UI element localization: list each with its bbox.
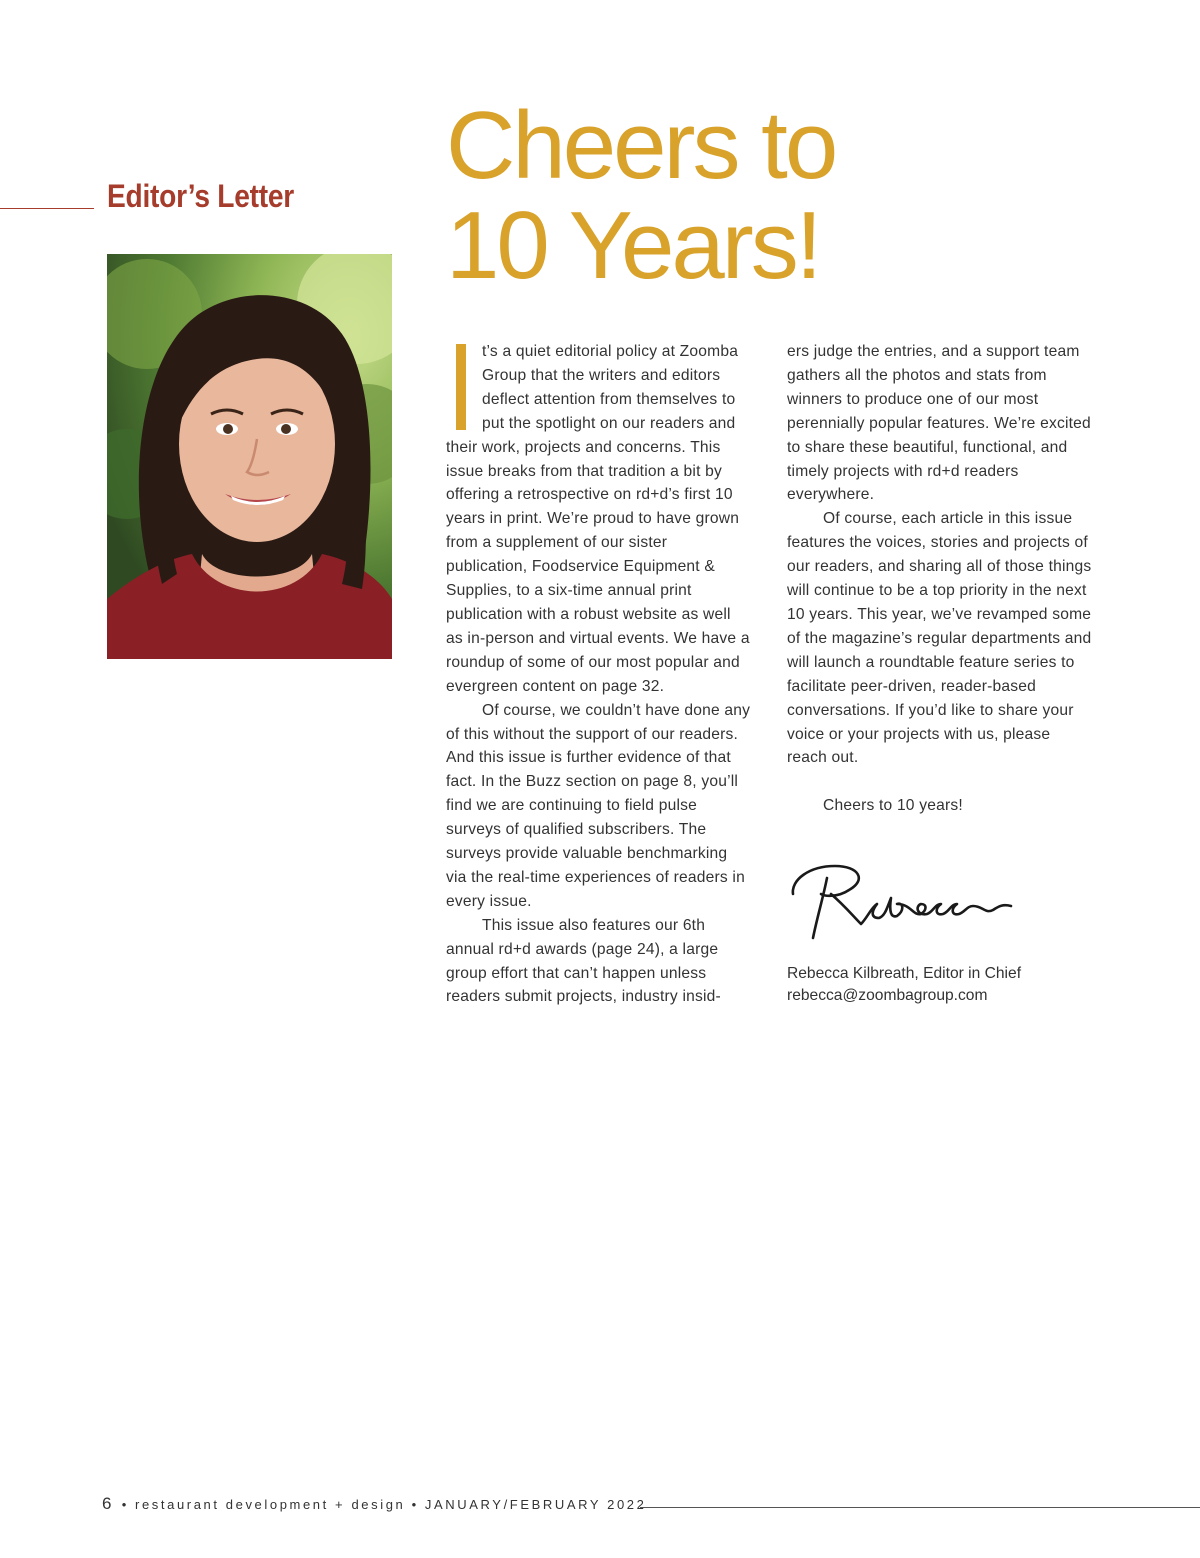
closing-line: Cheers to 10 years! — [823, 797, 963, 815]
paragraph-3: This issue also features our 6th annual rd+d awards (page 24), a large group effort that can’t happen unless readers submit projects, industry insid- — [446, 916, 721, 1006]
paragraph-4: ers judge the entries, and a support team gathers all the photos and stats from winners to produce one of our most perennially popular features. We’re excited to share these beautiful, functional, and timely projects with rd+d readers everywhere. — [787, 343, 1091, 504]
article-column-2 — [787, 340, 1093, 818]
drop-cap-letter — [456, 344, 457, 345]
headline — [446, 92, 836, 299]
headline-line-1: Cheers to — [446, 92, 836, 199]
paragraph-1: t’s a quiet editorial policy at Zoomba Group that the writers and editors deflect attention from themselves to put the spotlight on our readers and their work, projects and concerns. This issue breaks from that tradition a bit by offering a retrospective on rd+d’s first 10 years in print. We’re proud to have grown from a supplement of our sister publication, Foodservice Equipment & Supplies, to a six-time annual print publication with a robust website as well as in-person and virtual events. We have a roundup of some of our most popular and evergreen content on page 32. — [446, 343, 750, 695]
paragraph-5: Of course, each article in this issue features the voices, stories and projects of our readers, and sharing all of those things will continue to be a top priority in the next 10 years. This year, we’ve revamped some of the magazine’s regular departments and will launch a roundtable feature series to facilitate peer-driven, reader-based conversations. If you’d like to share your voice or your projects with us, please reach out. — [787, 510, 1092, 767]
article-column-1 — [446, 340, 752, 1009]
drop-cap — [456, 344, 466, 430]
signature-email: rebecca@zoombagroup.com — [787, 987, 988, 1004]
section-rule — [0, 208, 94, 209]
page-number: 6 — [102, 1494, 112, 1513]
page-footer — [102, 1494, 646, 1514]
publication-line: • restaurant development + design • JANUARY/FEBRUARY 2022 — [121, 1497, 647, 1512]
editor-portrait-photo — [107, 254, 392, 659]
signature-name-title: Rebecca Kilbreath, Editor in Chief — [787, 965, 1022, 982]
handwritten-signature — [787, 858, 1027, 948]
section-label: Editor’s Letter — [107, 178, 294, 214]
footer-rule — [640, 1507, 1200, 1508]
paragraph-2: Of course, we couldn’t have done any of this without the support of our readers. And this issue is further evidence of that fact. In the Buzz section on page 8, you’ll find we are continuing to field pulse surveys of qualified subscribers. The surveys provide valuable benchmarking via the real-time experiences of readers in every issue. — [446, 701, 751, 910]
headline-line-2: 10 Years! — [446, 192, 820, 299]
